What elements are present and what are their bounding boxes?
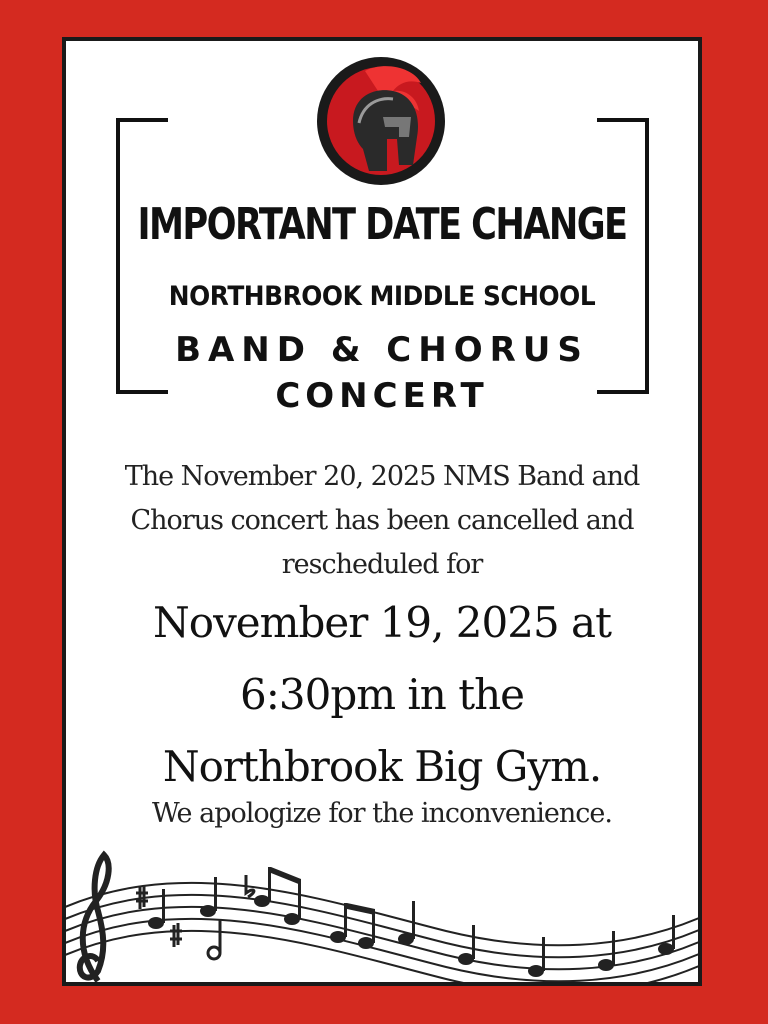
event-subtitle: CONCERT	[275, 376, 489, 416]
notice-line: Chorus concert has been cancelled and	[130, 505, 634, 536]
new-date-block	[66, 587, 698, 803]
notice-line: rescheduled for	[281, 549, 483, 580]
notice-line: The November 20, 2025 NMS Band and	[124, 461, 640, 492]
music-staff-notes-icon	[66, 831, 698, 986]
spartan-helmet-icon	[313, 53, 449, 189]
event-title: BAND & CHORUS	[175, 330, 589, 370]
new-date-line: Northbrook Big Gym.	[162, 742, 602, 791]
flyer-card	[62, 37, 702, 986]
notice-text	[66, 455, 698, 587]
apology-text: We apologize for the inconvenience.	[152, 798, 612, 829]
new-date-line: 6:30pm in the	[240, 670, 524, 719]
new-date-line: November 19, 2025 at	[153, 598, 611, 647]
school-name: NORTHBROOK MIDDLE SCHOOL	[168, 281, 596, 312]
headline: IMPORTANT DATE CHANGE	[137, 199, 627, 250]
